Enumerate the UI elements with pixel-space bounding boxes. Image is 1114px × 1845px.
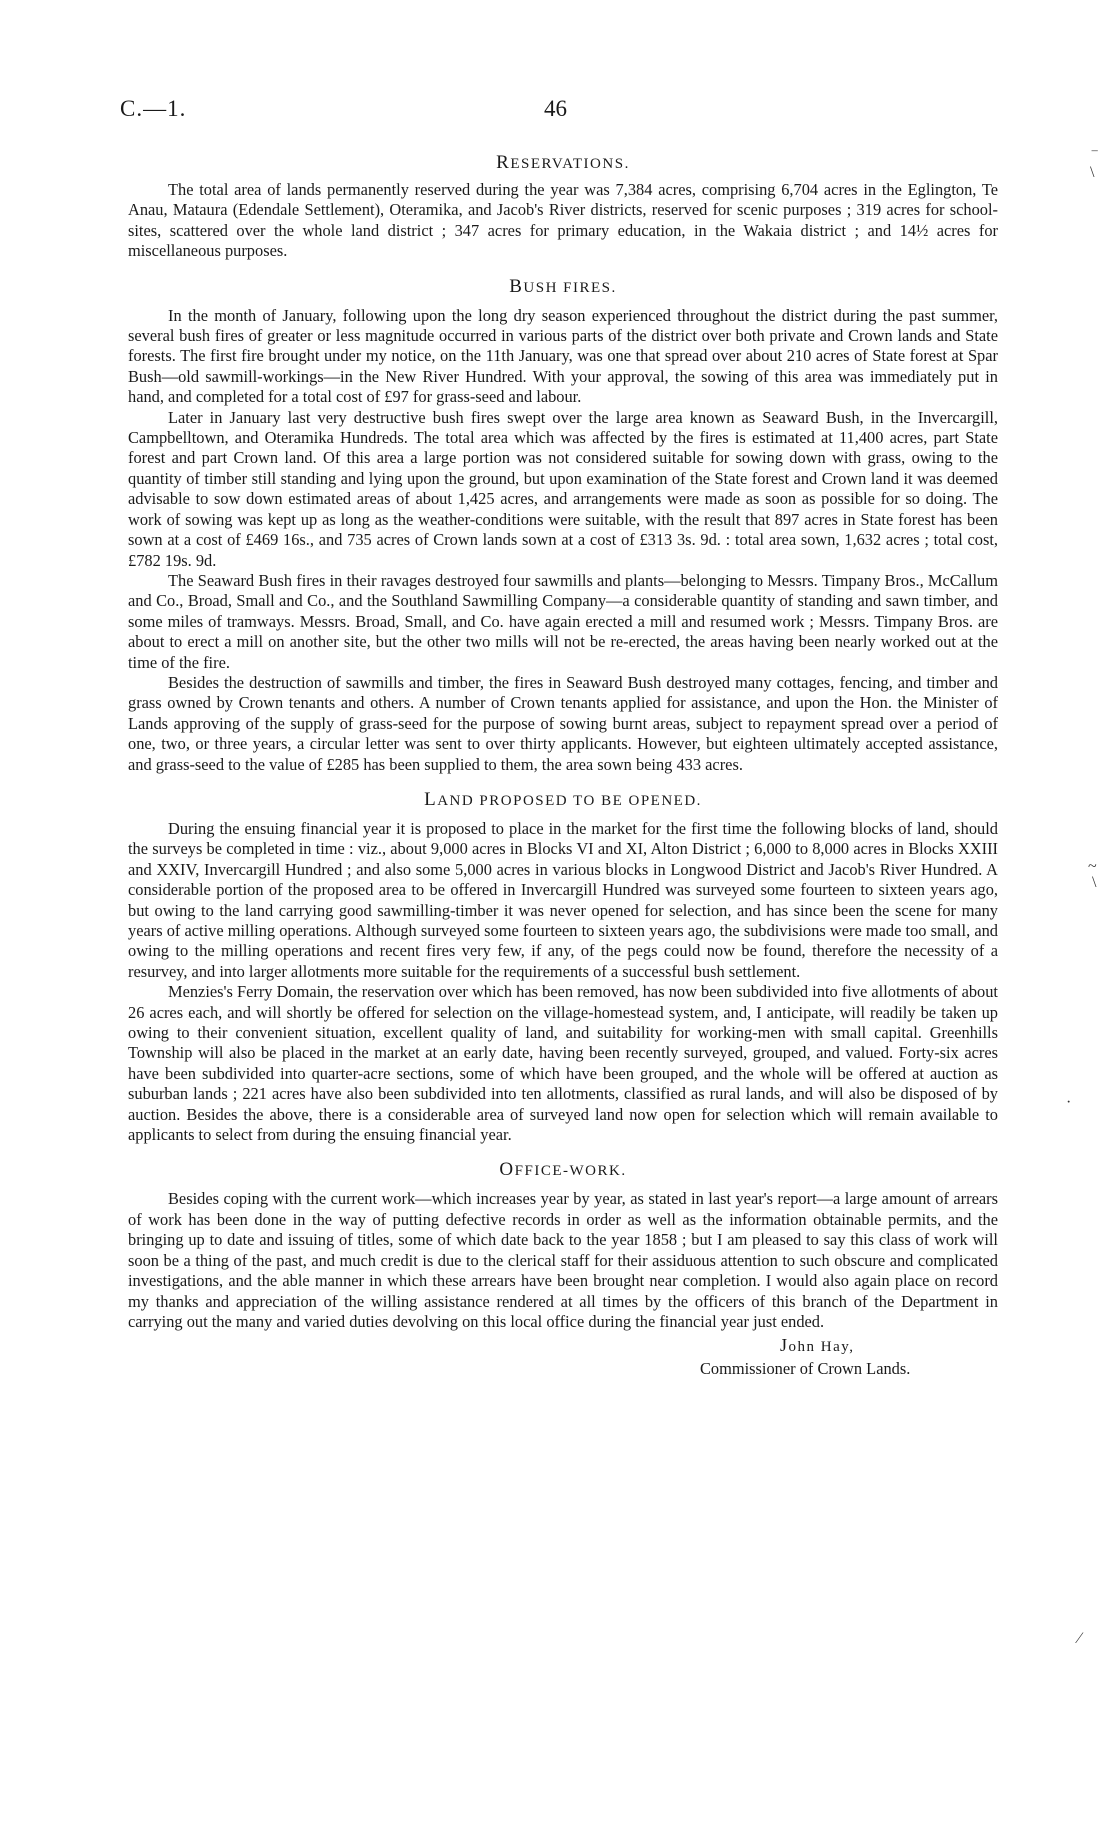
section-land-proposed — [128, 789, 998, 1146]
paragraph: Later in January last very destructive bush fires swept over the large area known as Seaward Bush, in the Invercargill, Campbelltown, and Oteramika Hundreds. The total area which was affected by the fires is estimated at 11,400 acres, part State forest and part Crown land. Of this area a large portion was not considered suitable for sowing down with grass, owing to the quantity of timber still standing and lying upon the ground, but upon examination of the State forest and Crown land it was deemed advisable to sow down estimated areas of about 1,425 acres, and arrangements were made as soon as possible for so doing. The work of sowing was kept up as long as the weather-conditions were suitable, with the result that 897 acres in State forest has been sown at a cost of £469 16s., and 735 acres of Crown lands sown at a cost of £313 3s. 9d. : total area sown, 1,632 acres ; total cost, £782 19s. 9d. — [128, 407, 998, 570]
section-reservations — [128, 152, 998, 262]
paragraph: Besides the destruction of sawmills and timber, the fires in Seaward Bush destroyed many cottages, fencing, and timber and grass owned by Crown tenants and others. A number of Crown tenants applied for assistance, and upon the Hon. the Minister of Lands approving of the supply of grass-seed for the purpose of sowing burnt areas, subject to repayment spread over a period of one, two, or three years, a circular letter was sent to over thirty applicants. However, but eighteen ultimately accepted assistance, and grass-seed to the value of £285 has been supplied to them, the area sown being 433 acres. — [128, 672, 998, 774]
section-heading: LAND PROPOSED TO BE OPENED. — [424, 788, 702, 810]
margin-mark: ⁄ — [1078, 1630, 1081, 1647]
paragraph: During the ensuing financial year it is proposed to place in the market for the first time the following blocks of land, should the surveys be completed in time : viz., about 9,000 acres in Blocks VI and XI, Alton District ; 6,000 to 8,000 acres in Blocks XXIII and XXIV, Invercargill Hundred ; and also some 5,000 acres in various blocks in Longwood District and Jacob's River Hundred. A considerable portion of the proposed area to be offered in Invercargill Hundred was surveyed some fourteen to sixteen years ago, but owing to the land carrying good sawmilling-timber it was never opened for selection, and has since been the scene for many years of active milling operations. Although surveyed some fourteen to sixteen years ago, the subdivisions were made too small, and owing to the milling operations and recent fires very few, if any, of the pegs could now be found, therefore the necessity of a resurvey, and into larger allotments more suitable for the requirements of a successful bush settlement. — [128, 818, 998, 981]
margin-mark: \ — [1090, 164, 1095, 181]
page-number: 46 — [544, 96, 567, 121]
margin-mark: \ — [1092, 874, 1097, 891]
section-heading: BUSH FIRES. — [509, 275, 617, 297]
section-heading: RESERVATIONS. — [496, 152, 630, 173]
paragraph: The total area of lands permanently reserved during the year was 7,384 acres, comprising 6,704 acres in the Eglington, Te Anau, Mataura (Edendale Settlement), Oteramika, and Jacob's River districts, reserved for scenic purposes ; 319 acres for school-sites, scattered over the whole land district ; 347 acres for primary education, in the Wakaia district ; and 14½ acres for miscellaneous purposes. — [128, 180, 998, 261]
document-reference: C.—1. — [120, 96, 187, 121]
paragraph: Menzies's Ferry Domain, the reservation over which has been removed, has now been subdivided into five allotments of about 26 acres each, and will shortly be offered for selection on the village-homestead system, and, I anticipate, will readily be taken up owing to their convenient situation, excellent quality of land, and suitability for working-men with small capital. Greenhills Township will also be placed in the market at an early date, having been recently surveyed, grouped, and valued. Forty-six acres have been subdivided into quarter-acre sections, some of which have been grouped, and the whole will be offered at auction as suburban lands ; 221 acres have also been subdivided into ten allotments, classified as rural lands, and will also be disposed of by auction. Besides the above, there is a considerable area of surveyed land now open for selection which will remain available to applicants to select from during the ensuing financial year. — [128, 982, 998, 1145]
document-body — [128, 152, 998, 1380]
section-office-work — [128, 1159, 998, 1332]
paragraph: Besides coping with the current work—which increases year by year, as stated in last year's report—a large amount of arrears of work has been done in the way of putting defective records in order as well as the information obtainable permits, and the bringing up to date and issuing of titles, some of which date back to the year 1858 ; but I am pleased to say this class of work will soon be a thing of the past, and much credit is due to the clerical staff for their assiduous attention to such obscure and complicated investigations, and the able manner in which these arrears have been brought near completion. I would also again place on record my thanks and appreciation of the willing assistance rendered at all times by the officers of this branch of the Department in carrying out the many and varied duties devolving on this local office during the financial year just ended. — [128, 1189, 998, 1331]
section-heading: OFFICE-WORK. — [499, 1159, 627, 1181]
paragraph: The Seaward Bush fires in their ravages destroyed four sawmills and plants—belonging to Messrs. Timpany Bros., McCallum and Co., Broad, Small and Co., and the Southland Sawmilling Company—a considerable quantity of standing and sawn timber, and some miles of tramways. Messrs. Broad, Small, and Co. have again erected a mill and resumed work ; Messrs. Timpany Bros. are about to erect a mill on another site, but the other two mills will not be re-erected, the areas having been nearly worked out at the time of the fire. — [128, 570, 998, 672]
page-header — [0, 96, 1114, 136]
signature-block — [128, 1334, 998, 1380]
margin-mark: ‾ — [1092, 150, 1098, 167]
section-bush-fires — [128, 276, 998, 775]
paragraph: In the month of January, following upon the long dry season experienced throughout the district during the past summer, several bush fires of greater or less magnitude occurred in various parts of the district over both private and Crown lands and State forests. The first fire brought under my notice, on the 11th January, was one that spread over about 210 acres of State forest at Spar Bush—old sawmill-workings—in the New River Hundred. With your approval, the sowing of this area was immediately put in hand, and completed for a total cost of £97 for grass-seed and labour. — [128, 305, 998, 407]
signatory-name: John Hay, — [780, 1335, 855, 1356]
margin-mark: · — [1066, 1094, 1072, 1111]
margin-mark: ~ — [1088, 858, 1097, 875]
signatory-title: Commissioner of Crown Lands. — [700, 1359, 911, 1379]
